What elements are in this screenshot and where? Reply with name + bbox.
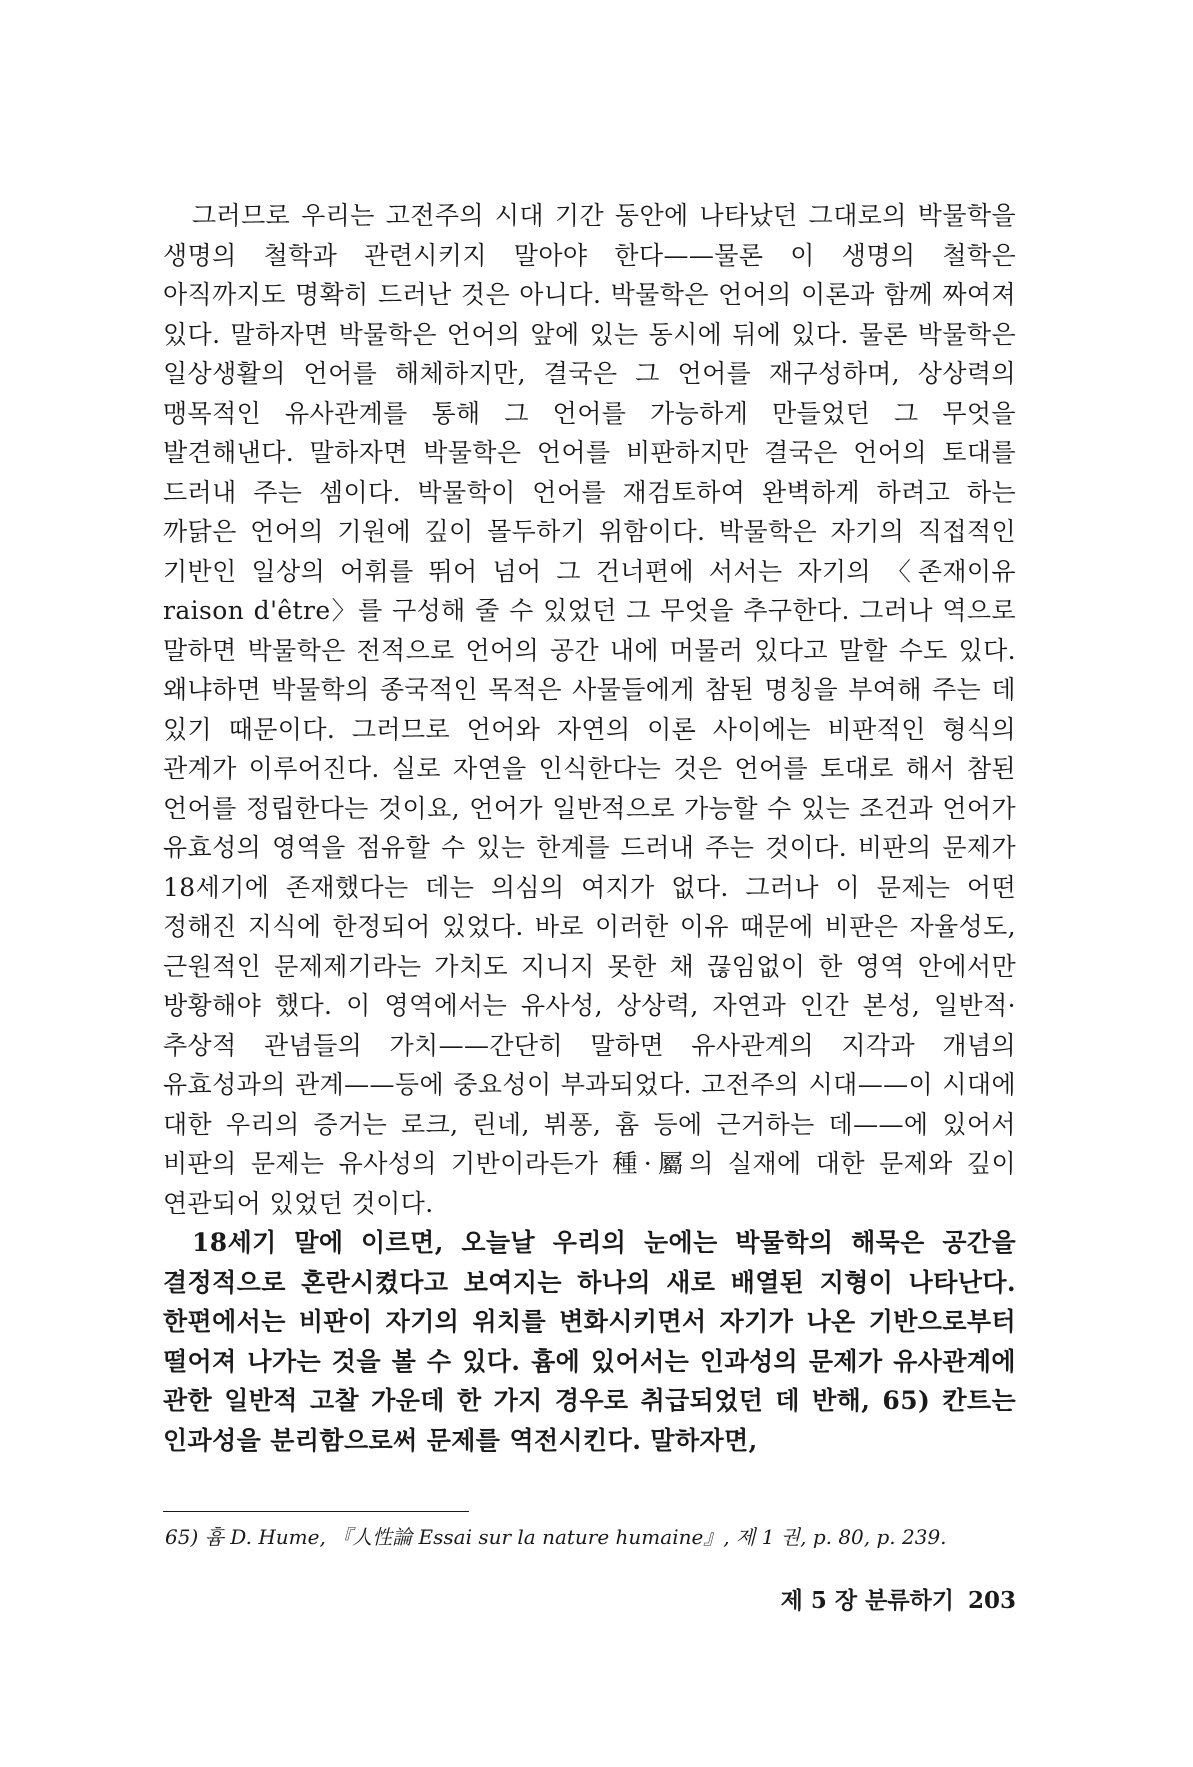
running-head-chapter: 제 5 장 분류하기 <box>780 1587 954 1614</box>
running-footer <box>700 1582 1016 1615</box>
body-paragraph: 그러므로 우리는 고전주의 시대 기간 동안에 나타났던 그대로의 박물학을 생명의 철학과 관련시키지 말아야 한다——물론 이 생명의 철학은 아직까지도 명확히 드러난 것은 아니다. 박물학은 언어의 이론과 함께 짜여져 있다. 말하자면 박물학은 언어의 앞에 있는 동시에 뒤에 있다. 물론 박물학은 일상생활의 언어를 해체하지만, 결국은 그 언어를 재구성하며, 상상력의 맹목적인 유사관계를 통해 그 언어를 가능하게 만들었던 그 무엇을 발견해낸다. 말하자면 박물학은 언어를 비판하지만 결국은 언어의 토대를 드러내 주는 셈이다. 박물학이 언어를 재검토하여 완벽하게 하려고 하는 까닭은 언어의 기원에 깊이 몰두하기 위함이다. 박물학은 자기의 직접적인 기반인 일상의 어휘를 뛰어 넘어 그 건너편에 서서는 자기의 〈존재이유 raison d'être〉를 구성해 줄 수 있었던 그 무엇을 추구한다. 그러나 역으로 말하면 박물학은 전적으로 언어의 공간 내에 머물러 있다고 말할 수도 있다. 왜냐하면 박물학의 종국적인 목적은 사물들에게 참된 명칭을 부여해 주는 데 있기 때문이다. 그러므로 언어와 자연의 이론 사이에는 비판적인 형식의 관계가 이루어진다. 실로 자연을 인식한다는 것은 언어를 토대로 해서 참된 언어를 정립한다는 것이요, 언어가 일반적으로 가능할 수 있는 조건과 언어가 유효성의 영역을 점유할 수 있는 한계를 드러내 주는 것이다. 비판의 문제가 18세기에 존재했다는 데는 의심의 여지가 없다. 그러나 이 문제는 어떤 정해진 지식에 한정되어 있었다. 바로 이러한 이유 때문에 비판은 자율성도, 근원적인 문제제기라는 가치도 지니지 못한 채 끊임없이 한 영역 안에서만 방황해야 했다. 이 영역에서는 유사성, 상상력, 자연과 인간 본성, 일반적·추상적 관념들의 가치——간단히 말하면 유사관계의 지각과 개념의 유효성과의 관계——등에 중요성이 부과되었다. 고전주의 시대——이 시대에 대한 우리의 증거는 로크, 린네, 뷔퐁, 흄 등에 근거하는 데——에 있어서 비판의 문제는 유사성의 기반이라든가 種·屬의 실재에 대한 문제와 깊이 연관되어 있었던 것이다. <box>163 201 1016 1218</box>
page-number: 203 <box>967 1587 1016 1614</box>
body-paragraph: 18세기 말에 이르면, 오늘날 우리의 눈에는 박물학의 해묵은 공간을 결정적으로 혼란시켰다고 보여지는 하나의 새로 배열된 지형이 나타난다. 한편에서는 비판이 자기의 위치를 변화시키면서 자기가 나온 기반으로부터 떨어져 나가는 것을 볼 수 있다. 흄에 있어서는 인과성의 문제가 유사관계에 관한 일반적 고찰 가운데 한 가지 경우로 취급되었던 데 반해, 65) 칸트는 인과성을 분리함으로써 문제를 역전시킨다. 말하자면, <box>163 1228 1016 1455</box>
footnote-divider <box>163 1511 469 1512</box>
footnote: 65) 흄 D. Hume, 『人性論 Essai sur la nature humaine』, 제 1 권, p. 80, p. 239. <box>165 1525 947 1549</box>
body-text <box>163 196 1016 1460</box>
